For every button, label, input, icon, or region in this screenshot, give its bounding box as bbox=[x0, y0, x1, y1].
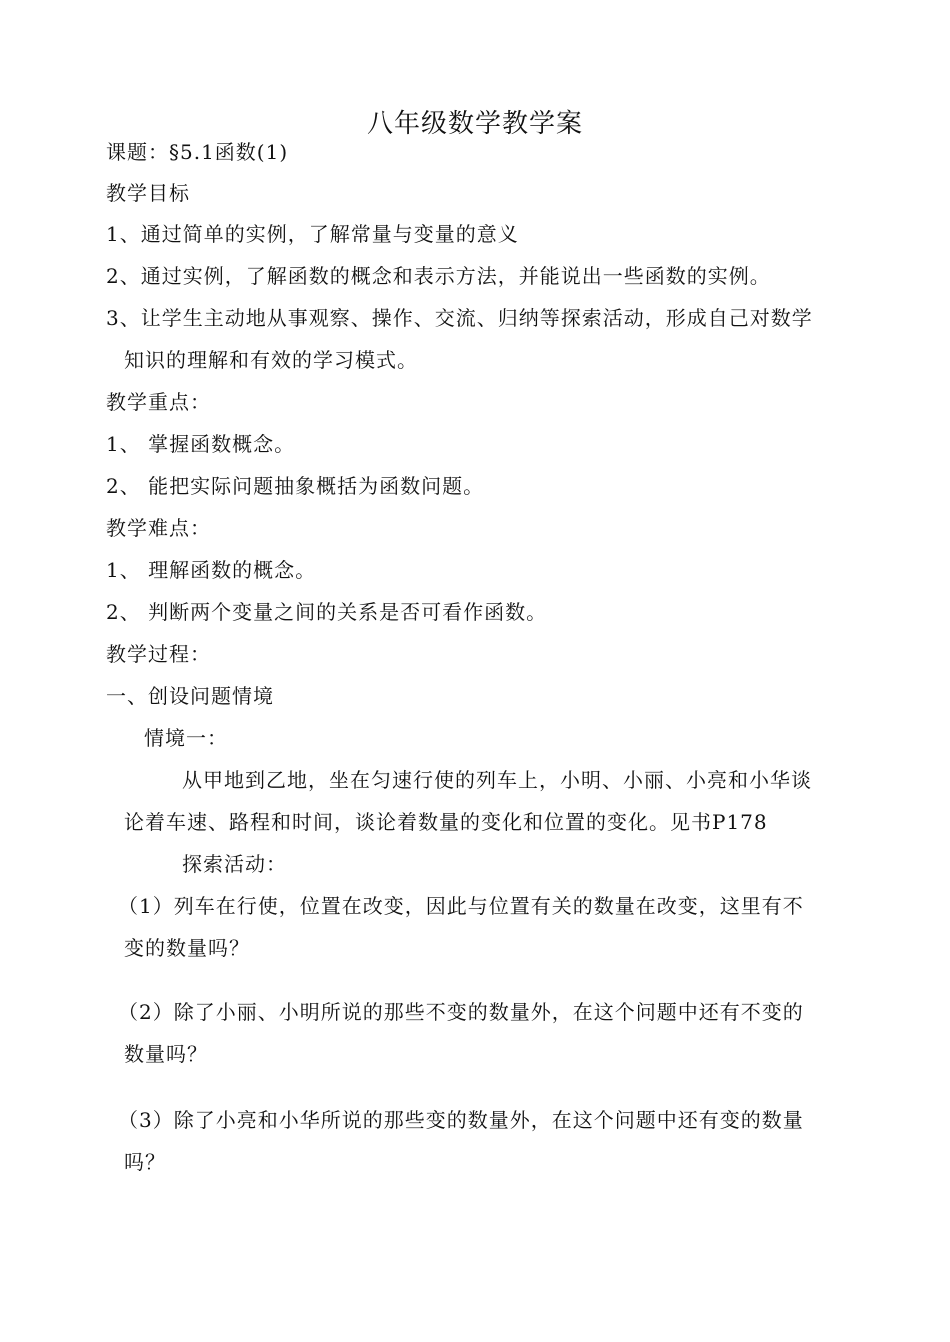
lesson-topic: 课题：§5.1函数(1) bbox=[106, 140, 289, 164]
objective-item-continuation: 知识的理解和有效的学习模式。 bbox=[124, 348, 418, 372]
difficulties-heading: 教学难点： bbox=[106, 516, 211, 540]
key-point-item: 2、 能把实际问题抽象概括为函数问题。 bbox=[106, 474, 485, 498]
key-point-item: 1、 掌握函数概念。 bbox=[106, 432, 296, 456]
question-item: （3）除了小亮和小华所说的那些变的数量外，在这个问题中还有变的数量 bbox=[118, 1108, 804, 1132]
question-item-continuation: 吗？ bbox=[124, 1150, 166, 1174]
question-item: （1）列车在行使，位置在改变，因此与位置有关的数量在改变，这里有不 bbox=[118, 894, 804, 918]
question-item: （2）除了小丽、小明所说的那些不变的数量外，在这个问题中还有不变的 bbox=[118, 1000, 804, 1024]
key-points-heading: 教学重点： bbox=[106, 390, 211, 414]
objective-item: 2、通过实例，了解函数的概念和表示方法，并能说出一些函数的实例。 bbox=[106, 264, 771, 288]
scenario-heading: 情境一： bbox=[144, 726, 228, 750]
scenario-paragraph: 从甲地到乙地，坐在匀速行使的列车上，小明、小丽、小亮和小华谈 bbox=[182, 768, 812, 792]
question-item-continuation: 数量吗？ bbox=[124, 1042, 208, 1066]
section-heading: 一、创设问题情境 bbox=[106, 684, 274, 708]
objectives-heading: 教学目标 bbox=[106, 181, 190, 205]
scenario-paragraph-continuation: 论着车速、路程和时间，谈论着数量的变化和位置的变化。见书P178 bbox=[124, 810, 768, 834]
difficulty-item: 1、 理解函数的概念。 bbox=[106, 558, 317, 582]
explore-heading: 探索活动： bbox=[182, 852, 287, 876]
process-heading: 教学过程： bbox=[106, 642, 211, 666]
question-item-continuation: 变的数量吗？ bbox=[124, 936, 250, 960]
objective-item: 3、让学生主动地从事观察、操作、交流、归纳等探索活动，形成自己对数学 bbox=[106, 306, 813, 330]
objective-item: 1、通过简单的实例，了解常量与变量的意义 bbox=[106, 222, 519, 246]
document-title: 八年级数学教学案 bbox=[366, 109, 583, 139]
difficulty-item: 2、 判断两个变量之间的关系是否可看作函数。 bbox=[106, 600, 548, 624]
